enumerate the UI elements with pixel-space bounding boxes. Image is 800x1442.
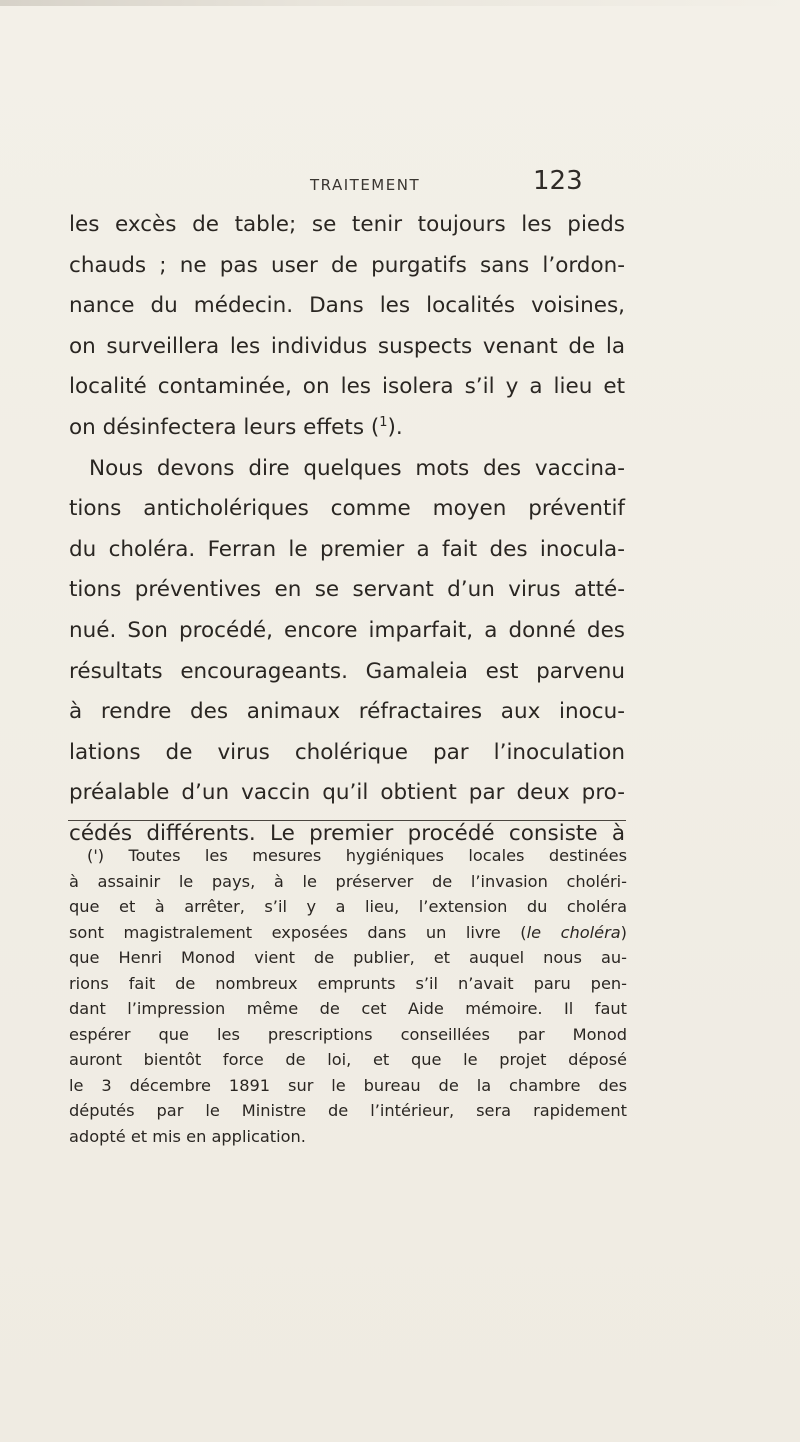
page-number: 123 xyxy=(533,166,583,196)
section-title: TRAITEMENT xyxy=(310,176,421,194)
body-line: résultats encourageants. Gamaleia est parvenu xyxy=(69,658,625,684)
footnote-line: Toutes les mesures hygiéniques locales destinées xyxy=(104,846,627,865)
footnote-first-line xyxy=(69,843,627,869)
body-line-text: on désinfectera leurs effets ( xyxy=(69,414,380,440)
book-title-close: ) xyxy=(620,922,627,942)
body-text xyxy=(69,205,625,855)
footnote-line: dant l’impression même de cet Aide mémoire. Il faut xyxy=(69,999,627,1018)
footnote-line: adopté et mis en application. xyxy=(69,1126,306,1146)
body-line: tions préventives en se servant d’un virus atté- xyxy=(69,577,625,603)
body-line: les excès de table; se tenir toujours les pieds xyxy=(69,212,625,237)
body-line: à rendre des animaux réfractaires aux inocu- xyxy=(69,699,625,725)
footnote-line: le 3 décembre 1891 sur le bureau de la chambre des xyxy=(69,1075,627,1095)
footnote-reference-close: ). xyxy=(387,414,403,440)
body-line: chauds ; ne pas user de purgatifs sans l’ordon- xyxy=(69,252,625,278)
footnote-line: espérer que les prescriptions conseillées par Monod xyxy=(69,1024,627,1044)
body-line: cédés différents. Le premier procédé consiste à xyxy=(69,820,625,846)
body-line: localité contaminée, on les isolera s’il y a lieu et xyxy=(69,374,625,400)
footnote-divider xyxy=(68,820,626,821)
body-line: Nous devons dire quelques mots des vaccina- xyxy=(89,455,625,481)
body-line: nance du médecin. Dans les localités voisines, xyxy=(69,293,625,319)
footnote-line: sont magistralement exposées dans un livre ( xyxy=(69,922,527,942)
footnote-line: députés par le Ministre de l’intérieur, sera rapidement xyxy=(69,1101,627,1120)
body-line: lations de virus cholérique par l’inoculation xyxy=(69,739,625,765)
footnote-reference[interactable]: 1 xyxy=(379,414,388,430)
page-edge-shadow xyxy=(0,0,800,6)
body-line: préalable d’un vaccin qu’il obtient par deux pro- xyxy=(69,780,625,806)
body-line: on surveillera les individus suspects venant de la xyxy=(69,333,625,359)
footnote-line: à assainir le pays, à le préserver de l’invasion choléri- xyxy=(69,871,627,891)
body-line: du choléra. Ferran le premier a fait des inocula- xyxy=(69,536,625,562)
footnote-line: que et à arrêter, s’il y a lieu, l’extension du choléra xyxy=(69,897,627,916)
body-line: tions anticholériques comme moyen préventif xyxy=(69,496,625,522)
running-head xyxy=(0,166,800,200)
footnote xyxy=(69,843,627,1149)
footnote-marker: (') xyxy=(87,846,105,865)
book-title: le choléra xyxy=(526,922,621,942)
footnote-line: auront bientôt force de loi, et que le projet déposé xyxy=(69,1050,627,1069)
footnote-line: que Henri Monod vient de publier, et auquel nous au- xyxy=(69,948,627,967)
body-line: nué. Son procédé, encore imparfait, a donné des xyxy=(69,617,625,643)
footnote-line: rions fait de nombreux emprunts s’il n’avait paru pen- xyxy=(69,973,627,993)
body-line-with-footnote-ref xyxy=(69,408,625,449)
footnote-line-with-title xyxy=(69,920,627,946)
